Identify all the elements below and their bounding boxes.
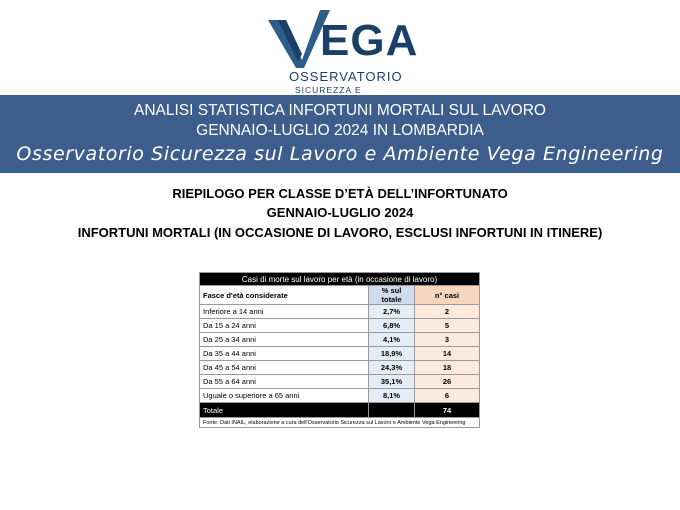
cases-cell: 6 bbox=[415, 389, 480, 403]
table-row bbox=[200, 347, 480, 361]
summary-heading: RIEPILOGO PER CLASSE D’ETÀ DELL’INFORTUNATO bbox=[172, 186, 508, 201]
cases-cell: 26 bbox=[415, 375, 480, 389]
percent-cell: 24,3% bbox=[369, 361, 415, 375]
banner-title-line3: Osservatorio Sicurezza sul Lavoro e Ambiente Vega Engineering bbox=[16, 143, 664, 165]
total-row bbox=[200, 403, 480, 418]
table-header-row bbox=[200, 286, 480, 305]
table-row bbox=[200, 361, 480, 375]
age-range-cell: Da 45 a 54 anni bbox=[200, 361, 369, 375]
banner-title-line2: GENNAIO-LUGLIO 2024 IN LOMBARDIA bbox=[196, 122, 484, 139]
title-banner bbox=[0, 95, 680, 173]
vega-logo bbox=[268, 8, 419, 95]
cases-cell: 2 bbox=[415, 305, 480, 319]
total-percent-cell bbox=[369, 403, 415, 418]
percent-cell: 2,7% bbox=[369, 305, 415, 319]
cases-cell: 14 bbox=[415, 347, 480, 361]
logo-subtitle-osservatorio: OSSERVATORIO bbox=[289, 69, 403, 84]
age-range-cell: Da 15 a 24 anni bbox=[200, 319, 369, 333]
column-header-percent: % sul totale bbox=[369, 286, 415, 305]
age-range-cell: Uguale o superiore a 65 anni bbox=[200, 389, 369, 403]
column-header-cases: n° casi bbox=[415, 286, 480, 305]
total-cases: 74 bbox=[415, 403, 480, 418]
percent-cell: 35,1% bbox=[369, 375, 415, 389]
logo-wordmark: EGA bbox=[320, 16, 419, 65]
period-heading: GENNAIO-LUGLIO 2024 bbox=[266, 205, 414, 220]
table-title: Casi di morte sul lavoro per età (in occasione di lavoro) bbox=[200, 273, 480, 286]
percent-cell: 18,9% bbox=[369, 347, 415, 361]
table-row bbox=[200, 333, 480, 347]
cases-cell: 18 bbox=[415, 361, 480, 375]
table-row bbox=[200, 389, 480, 403]
age-range-cell: Da 55 a 64 anni bbox=[200, 375, 369, 389]
age-range-cell: Inferiore a 14 anni bbox=[200, 305, 369, 319]
age-statistics-table bbox=[199, 272, 480, 428]
total-label: Totale bbox=[200, 403, 369, 418]
scope-heading: INFORTUNI MORTALI (IN OCCASIONE DI LAVORO, ESCLUSI INFORTUNI IN ITINERE) bbox=[77, 225, 603, 240]
cases-cell: 3 bbox=[415, 333, 480, 347]
logo-subtitle-sicurezza: SICUREZZA E bbox=[295, 85, 362, 95]
age-range-cell: Da 25 a 34 anni bbox=[200, 333, 369, 347]
banner-title-line1: ANALISI STATISTICA INFORTUNI MORTALI SUL LAVORO bbox=[134, 102, 546, 119]
table-row bbox=[200, 319, 480, 333]
percent-cell: 8,1% bbox=[369, 389, 415, 403]
cases-cell: 5 bbox=[415, 319, 480, 333]
table-row bbox=[200, 305, 480, 319]
percent-cell: 6,8% bbox=[369, 319, 415, 333]
column-header-age-range: Fasce d'età considerate bbox=[200, 286, 369, 305]
age-range-cell: Da 35 a 44 anni bbox=[200, 347, 369, 361]
source-note: Fonte: Dati INAIL, elaborazione a cura dell'Osservatorio Sicurezza sul Lavoro e Ambiente Vega Engineering bbox=[200, 418, 480, 428]
table-row bbox=[200, 375, 480, 389]
percent-cell: 4,1% bbox=[369, 333, 415, 347]
